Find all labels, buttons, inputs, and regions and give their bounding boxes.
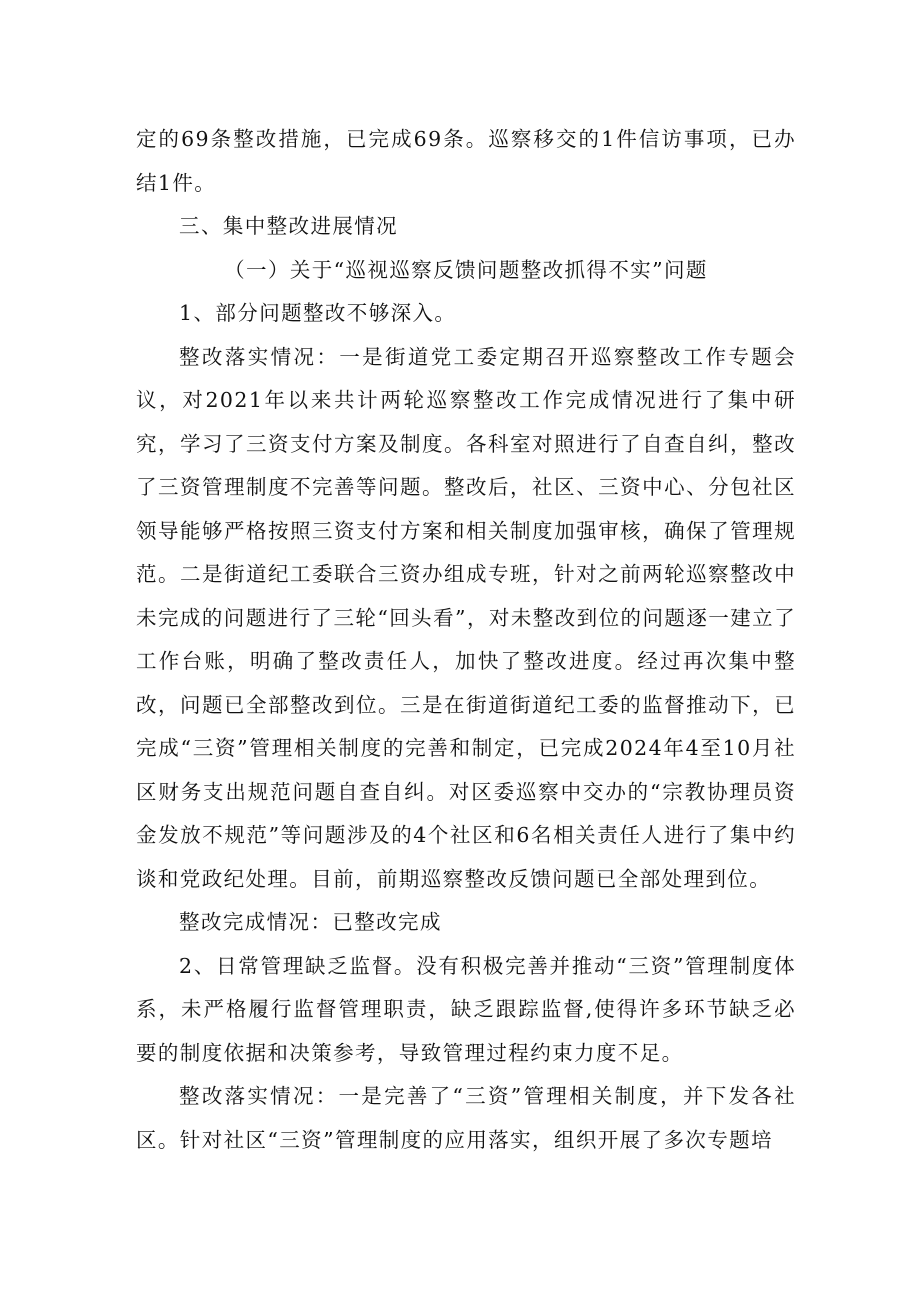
paragraph-continuation: 定的69条整改措施，已完成69条。巡察移交的1件信访事项，已办结1件。	[136, 127, 796, 195]
subsection-heading: （一）关于“巡视巡察反馈问题整改抓得不实”问题	[224, 257, 708, 282]
paragraph-completion-status: 整改完成情况：已整改完成	[179, 910, 442, 934]
paragraph-rectification-1: 整改落实情况：一是街道党工委定期召开巡察整改工作专题会议，对2021年以来共计两轮巡察整改工作完成情况进行了集中研究，学习了三资支付方案及制度。各科室对照进行了自查自纠，整改了三资管理制度不完善等问题。整改后，社区、三资中心、分包社区领导能够严格按照三资支付方案和相关制度加强审核，确保了管理规范。二是街道纪工委联合三资办组成专班，针对之前两轮巡察整改中未完成的问题进行了三轮“回头看”，对未整改到位的问题逐一建立了工作台账，明确了整改责任人，加快了整改进度。经过再次集中整改，问题已全部整改到位。三是在街道街道纪工委的监督推动下，已完成“三资”管理相关制度的完善和制定，已完成2024年4至10月社区财务支出规范问题自查自纠。对区委巡察中交办的“宗教协理员资金发放不规范”等问题涉及的4个社区和6名相关责任人进行了集中约谈和党政纪处理。目前，前期巡察整改反馈问题已全部处理到位。	[136, 344, 796, 891]
section-heading: 三、集中整改进展情况	[179, 214, 399, 238]
document-body	[136, 118, 796, 1162]
item-heading-1: 1、部分问题整改不够深入。	[179, 301, 457, 325]
paragraph-rectification-2: 整改落实情况：一是完善了“三资”管理相关制度，并下发各社区。针对社区“三资”管理制度的应用落实，组织开展了多次专题培	[136, 1084, 796, 1152]
item-heading-2: 2、日常管理缺乏监督。没有积极完善并推动“三资”管理制度体系，未严格履行监督管理职责，缺乏跟踪监督,使得许多环节缺乏必要的制度依据和决策参考，导致管理过程约束力度不足。	[136, 953, 796, 1065]
